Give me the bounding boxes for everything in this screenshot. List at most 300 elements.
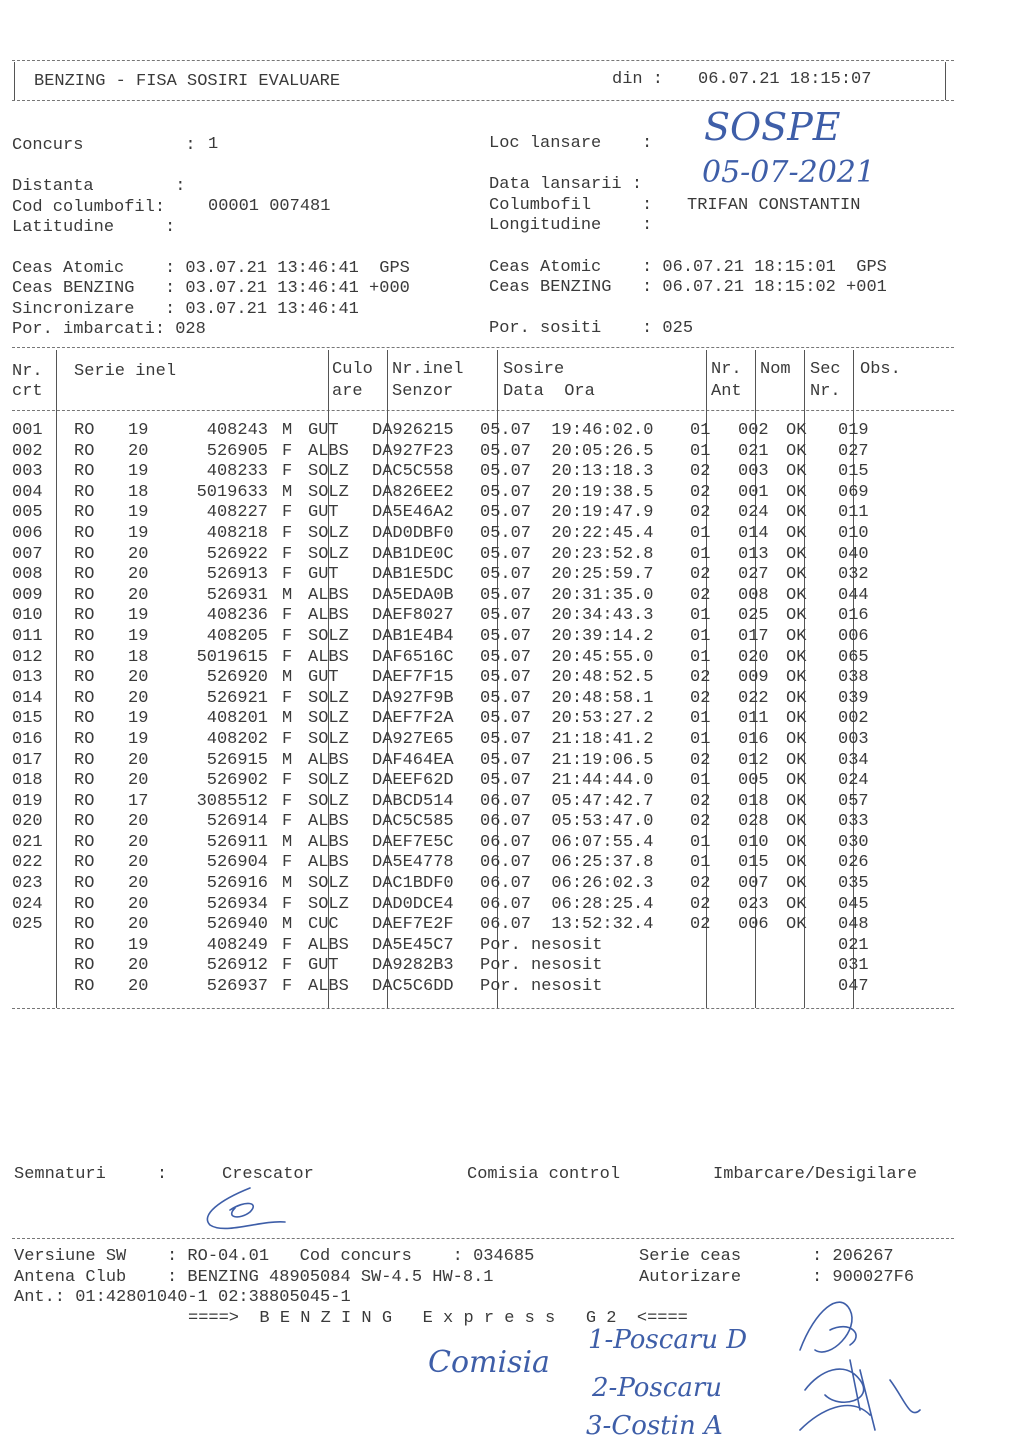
cell-crt: 004 xyxy=(12,482,43,502)
table-row xyxy=(12,915,898,936)
cell-obs: 032 xyxy=(838,565,869,585)
table-row xyxy=(12,545,898,566)
cell-antenna: 01 xyxy=(690,647,711,667)
cell-sex: F xyxy=(282,853,293,873)
cell-ring-number: 526902 xyxy=(206,771,268,791)
cell-sensor: DAEF7F15 xyxy=(372,668,454,688)
table-row xyxy=(12,812,898,833)
cell-color: CUC xyxy=(308,915,339,935)
cell-sensor: DABCD514 xyxy=(372,791,454,811)
footer-version-line: Versiune SW : RO-04.01 Cod concurs : 034685 xyxy=(14,1247,535,1266)
cell-year: 19 xyxy=(128,503,149,523)
cell-arrival: 06.07 05:53:47.0 xyxy=(480,812,654,832)
handwritten-name-1: 1-Poscaru D xyxy=(588,1325,748,1355)
header-senzor-2: Senzor xyxy=(392,382,454,401)
arrivals-table xyxy=(12,421,898,998)
cell-country: RO xyxy=(74,853,95,873)
clock-left-1: Ceas Atomic : 03.07.21 13:46:41 GPS xyxy=(12,259,410,278)
cell-color: SOLZ xyxy=(308,688,349,708)
cell-country: RO xyxy=(74,874,95,894)
table-row xyxy=(12,421,898,442)
cell-sec: OK xyxy=(786,668,807,688)
cell-country: RO xyxy=(74,626,95,646)
clock-right-2: Ceas BENZING : 06.07.21 18:15:02 +001 xyxy=(489,278,887,297)
header-ant-1: Nr. xyxy=(711,360,742,379)
table-row xyxy=(12,853,898,874)
cell-color: SOLZ xyxy=(308,729,349,749)
cell-antenna: 01 xyxy=(690,606,711,626)
cell-nom: 024 xyxy=(738,503,769,523)
cell-crt: 024 xyxy=(12,894,43,914)
cell-year: 19 xyxy=(128,421,149,440)
cell-obs: 010 xyxy=(838,523,869,543)
cell-country: RO xyxy=(74,565,95,585)
cell-obs: 035 xyxy=(838,874,869,894)
cell-antenna: 01 xyxy=(690,853,711,873)
table-row xyxy=(12,442,898,463)
table-row xyxy=(12,565,898,586)
cell-sex: F xyxy=(282,544,293,564)
cell-arrival: 05.07 20:48:58.1 xyxy=(480,688,654,708)
cell-nom: 016 xyxy=(738,729,769,749)
cell-arrival: 05.07 19:46:02.0 xyxy=(480,421,654,440)
handwritten-release-info xyxy=(680,100,940,200)
cell-sec: OK xyxy=(786,421,807,440)
cell-sensor: DAEEF62D xyxy=(372,771,454,791)
cell-ring-number: 5019633 xyxy=(196,482,268,502)
cell-antenna: 02 xyxy=(690,874,711,894)
cell-crt: 002 xyxy=(12,441,43,461)
cell-sensor: DA926215 xyxy=(372,421,454,440)
cell-country: RO xyxy=(74,832,95,852)
cell-crt: 022 xyxy=(12,853,43,873)
cell-sex: F xyxy=(282,606,293,626)
cell-obs: 057 xyxy=(838,791,869,811)
table-row xyxy=(12,977,898,998)
cell-sensor: DA927F9B xyxy=(372,688,454,708)
cell-sensor: DAD0DBF0 xyxy=(372,523,454,543)
concurs-value: 1 xyxy=(208,135,219,154)
cell-antenna: 01 xyxy=(690,441,711,461)
cell-sex: F xyxy=(282,441,293,461)
cell-nom: 006 xyxy=(738,915,769,935)
cod-columbofil-label: Cod columbofil: xyxy=(12,198,166,217)
cell-arrival: 05.07 20:48:52.5 xyxy=(480,668,654,688)
distanta-label: Distanta : xyxy=(12,177,186,196)
cell-sex: M xyxy=(282,750,293,770)
cell-sex: M xyxy=(282,668,293,688)
cell-ring-number: 408243 xyxy=(206,421,268,440)
cell-color: SOLZ xyxy=(308,626,349,646)
cell-country: RO xyxy=(74,977,95,997)
cell-nom: 020 xyxy=(738,647,769,667)
cell-antenna xyxy=(690,936,738,957)
cell-sec: OK xyxy=(786,647,807,667)
cell-crt: 017 xyxy=(12,750,43,770)
cell-nom: 010 xyxy=(738,832,769,852)
cell-crt: 016 xyxy=(12,729,43,749)
cell-color: SOLZ xyxy=(308,771,349,791)
cell-sec: OK xyxy=(786,915,807,935)
cell-country: RO xyxy=(74,791,95,811)
cell-sensor: DA927E65 xyxy=(372,729,454,749)
cell-sec: OK xyxy=(786,606,807,626)
cell-sex: M xyxy=(282,832,293,852)
cell-year: 20 xyxy=(128,750,149,770)
cell-crt: 018 xyxy=(12,771,43,791)
cell-antenna: 02 xyxy=(690,503,711,523)
cell-crt: 008 xyxy=(12,565,43,585)
cell-color: GUT xyxy=(308,956,339,976)
cell-sec: OK xyxy=(786,853,807,873)
cell-obs: 024 xyxy=(838,771,869,791)
footer-antena-line: Antena Club : BENZING 48905084 SW-4.5 HW-8.1 xyxy=(14,1268,494,1287)
cell-nom: 027 xyxy=(738,565,769,585)
cell-ring-number: 526905 xyxy=(206,441,268,461)
cell-year: 19 xyxy=(128,523,149,543)
cell-year: 20 xyxy=(128,956,149,976)
cell-sensor: DA5EDA0B xyxy=(372,585,454,605)
cell-ring-number: 526916 xyxy=(206,874,268,894)
cell-country: RO xyxy=(74,688,95,708)
cell-antenna: 01 xyxy=(690,626,711,646)
cell-sex: F xyxy=(282,729,293,749)
cell-arrival: 05.07 20:34:43.3 xyxy=(480,606,654,626)
cell-obs: 069 xyxy=(838,482,869,502)
cell-obs: 039 xyxy=(838,688,869,708)
cell-nom: 017 xyxy=(738,626,769,646)
cell-antenna: 02 xyxy=(690,565,711,585)
cell-nom: 005 xyxy=(738,771,769,791)
cell-ring-number: 408218 xyxy=(206,523,268,543)
cell-arrival: 05.07 21:44:44.0 xyxy=(480,771,654,791)
cell-obs: 011 xyxy=(838,503,869,523)
cell-nom: 023 xyxy=(738,894,769,914)
table-row xyxy=(12,586,898,607)
clock-right-1: Ceas Atomic : 06.07.21 18:15:01 GPS xyxy=(489,258,887,277)
table-row xyxy=(12,524,898,545)
cell-year: 20 xyxy=(128,771,149,791)
cell-sex: M xyxy=(282,585,293,605)
cell-arrival: 05.07 20:39:14.2 xyxy=(480,626,654,646)
cell-crt: 011 xyxy=(12,626,43,646)
cell-sex: M xyxy=(282,482,293,502)
footer-brand-line: ====> B E N Z I N G E x p r e s s G 2 <==== xyxy=(188,1309,688,1328)
handwritten-name-2: 2-Poscaru xyxy=(592,1373,722,1403)
cell-sec: OK xyxy=(786,750,807,770)
table-row xyxy=(12,689,898,710)
serie-ceas-label: Serie ceas xyxy=(639,1247,742,1266)
cell-country: RO xyxy=(74,935,95,955)
cell-color: GUT xyxy=(308,565,339,585)
cell-arrival: 06.07 06:26:02.3 xyxy=(480,874,654,894)
cell-country: RO xyxy=(74,812,95,832)
cell-nom: 007 xyxy=(738,874,769,894)
cell-sex: F xyxy=(282,503,293,523)
cell-sex: F xyxy=(282,688,293,708)
cell-color: ALBS xyxy=(308,647,349,667)
table-row xyxy=(12,483,898,504)
crescator-label: Crescator xyxy=(222,1165,314,1184)
cell-nom: 009 xyxy=(738,668,769,688)
cell-color: ALBS xyxy=(308,750,349,770)
cell-year: 19 xyxy=(128,729,149,749)
cell-crt: 025 xyxy=(12,915,43,935)
cell-obs: 002 xyxy=(838,709,869,729)
table-row xyxy=(12,668,898,689)
cell-year: 20 xyxy=(128,668,149,688)
cell-arrival: 05.07 20:25:59.7 xyxy=(480,565,654,585)
cell-ring-number: 5019615 xyxy=(196,647,268,667)
cell-arrival: Por. nesosit xyxy=(480,956,603,976)
cell-sensor: DA5E4778 xyxy=(372,853,454,873)
cell-country: RO xyxy=(74,956,95,976)
cell-country: RO xyxy=(74,668,95,688)
cell-year: 20 xyxy=(128,585,149,605)
cell-country: RO xyxy=(74,523,95,543)
cell-color: ALBS xyxy=(308,441,349,461)
cod-columbofil-value: 00001 007481 xyxy=(208,197,331,216)
cell-arrival: 05.07 20:19:47.9 xyxy=(480,503,654,523)
cell-antenna: 02 xyxy=(690,915,711,935)
cell-color: ALBS xyxy=(308,606,349,626)
cell-crt xyxy=(12,936,74,957)
cell-sensor: DAEF7F2A xyxy=(372,709,454,729)
cell-crt: 007 xyxy=(12,544,43,564)
cell-obs: 006 xyxy=(838,626,869,646)
header-sosire-2: Data Ora xyxy=(503,382,595,401)
cell-year: 19 xyxy=(128,606,149,626)
cell-sex: F xyxy=(282,462,293,482)
cell-country: RO xyxy=(74,709,95,729)
cell-year: 18 xyxy=(128,482,149,502)
cell-sex: M xyxy=(282,915,293,935)
cell-obs: 038 xyxy=(838,668,869,688)
cell-antenna: 01 xyxy=(690,421,711,440)
header-senzor-1: Nr.inel xyxy=(392,360,464,379)
header-obs: Obs. xyxy=(860,360,901,379)
cell-country: RO xyxy=(74,482,95,502)
cell-sec: OK xyxy=(786,812,807,832)
cell-arrival: 05.07 21:18:41.2 xyxy=(480,729,654,749)
cell-obs: 044 xyxy=(838,585,869,605)
header-nr-1: Nr. xyxy=(12,362,43,381)
cell-obs: 030 xyxy=(838,832,869,852)
cell-obs: 027 xyxy=(838,441,869,461)
date-label: din : xyxy=(612,70,664,89)
cell-crt: 005 xyxy=(12,503,43,523)
cell-sec: OK xyxy=(786,503,807,523)
header-nom: Nom xyxy=(760,360,791,379)
handwritten-date: 05-07-2021 xyxy=(702,155,875,190)
cell-antenna xyxy=(690,977,738,998)
autorizare-label: Autorizare xyxy=(639,1268,742,1287)
cell-sex: F xyxy=(282,935,293,955)
cell-crt xyxy=(12,956,74,977)
cell-sex: M xyxy=(282,421,293,440)
cell-year: 20 xyxy=(128,832,149,852)
cell-sec: OK xyxy=(786,894,807,914)
cell-sec: OK xyxy=(786,482,807,502)
cell-nom: 015 xyxy=(738,853,769,873)
cell-sec xyxy=(786,977,838,998)
cell-sex: F xyxy=(282,771,293,791)
cell-sec: OK xyxy=(786,626,807,646)
cell-ring-number: 408233 xyxy=(206,462,268,482)
cell-obs: 048 xyxy=(838,915,869,935)
cell-antenna: 02 xyxy=(690,462,711,482)
signature-mark-2 xyxy=(805,1360,864,1410)
cell-obs: 040 xyxy=(838,544,869,564)
cell-sensor: DAC5C558 xyxy=(372,462,454,482)
table-row xyxy=(12,792,898,813)
signature-mark-1 xyxy=(800,1302,856,1352)
cell-ring-number: 526904 xyxy=(206,853,268,873)
cell-sex: F xyxy=(282,894,293,914)
cell-color: SOLZ xyxy=(308,482,349,502)
cell-arrival: 06.07 05:47:42.7 xyxy=(480,791,654,811)
cell-crt: 021 xyxy=(12,832,43,852)
cell-sensor: DAB1E5DC xyxy=(372,565,454,585)
cell-sensor: DAEF8027 xyxy=(372,606,454,626)
header-culoare-1: Culo xyxy=(332,360,373,379)
cell-crt: 001 xyxy=(12,421,43,440)
table-row xyxy=(12,462,898,483)
table-row xyxy=(12,730,898,751)
table-row xyxy=(12,833,898,854)
table-row xyxy=(12,648,898,669)
clock-left-2: Ceas BENZING : 03.07.21 13:46:41 +000 xyxy=(12,279,410,298)
header-serie-inel: Serie inel xyxy=(74,362,177,381)
cell-nom: 021 xyxy=(738,441,769,461)
cell-sex: F xyxy=(282,977,293,997)
cell-sex: F xyxy=(282,565,293,585)
cell-ring-number: 526922 xyxy=(206,544,268,564)
cell-sec: OK xyxy=(786,771,807,791)
latitudine-label: Latitudine : xyxy=(12,218,176,237)
cell-sec: OK xyxy=(786,585,807,605)
cell-year: 18 xyxy=(128,647,149,667)
cell-color: SOLZ xyxy=(308,523,349,543)
cell-obs: 047 xyxy=(838,977,869,997)
cell-year: 20 xyxy=(128,853,149,873)
cell-year: 20 xyxy=(128,688,149,708)
cell-year: 20 xyxy=(128,894,149,914)
cell-country: RO xyxy=(74,647,95,667)
cell-color: ALBS xyxy=(308,935,349,955)
table-row xyxy=(12,503,898,524)
cell-antenna: 02 xyxy=(690,894,711,914)
cell-ring-number: 526915 xyxy=(206,750,268,770)
cell-antenna: 02 xyxy=(690,668,711,688)
data-lansarii-label: Data lansarii : xyxy=(489,175,643,194)
cell-sensor: DAEF7E5C xyxy=(372,832,454,852)
cell-sec: OK xyxy=(786,791,807,811)
cell-sensor: DAF464EA xyxy=(372,750,454,770)
cell-arrival: 05.07 21:19:06.5 xyxy=(480,750,654,770)
cell-sensor: DAC5C585 xyxy=(372,812,454,832)
cell-arrival: 05.07 20:31:35.0 xyxy=(480,585,654,605)
longitudine-label: Longitudine : xyxy=(489,216,653,235)
cell-ring-number: 408201 xyxy=(206,709,268,729)
clock-left-4: Por. imbarcati: 028 xyxy=(12,320,206,339)
cell-obs: 045 xyxy=(838,894,869,914)
header-nr-2: crt xyxy=(12,382,43,401)
cell-crt: 019 xyxy=(12,791,43,811)
cell-obs: 016 xyxy=(838,606,869,626)
cell-nom: 018 xyxy=(738,791,769,811)
cell-obs: 033 xyxy=(838,812,869,832)
footer-ant-line: Ant.: 01:42801040-1 02:38805045-1 xyxy=(14,1288,351,1307)
cell-country: RO xyxy=(74,915,95,935)
cell-ring-number: 408249 xyxy=(206,935,268,955)
cell-ring-number: 526937 xyxy=(206,977,268,997)
cell-nom: 025 xyxy=(738,606,769,626)
cell-obs: 065 xyxy=(838,647,869,667)
cell-obs: 003 xyxy=(838,729,869,749)
cell-ring-number: 3085512 xyxy=(196,791,268,811)
cell-antenna: 02 xyxy=(690,688,711,708)
cell-color: SOLZ xyxy=(308,791,349,811)
cell-country: RO xyxy=(74,585,95,605)
cell-sensor: DAB1E4B4 xyxy=(372,626,454,646)
table-row xyxy=(12,895,898,916)
cell-arrival: Por. nesosit xyxy=(480,935,603,955)
cell-crt: 006 xyxy=(12,523,43,543)
cell-ring-number: 526914 xyxy=(206,812,268,832)
cell-antenna: 01 xyxy=(690,729,711,749)
cell-crt: 009 xyxy=(12,585,43,605)
cell-arrival: 05.07 20:23:52.8 xyxy=(480,544,654,564)
cell-year: 20 xyxy=(128,544,149,564)
cell-sensor: DAB1DE0C xyxy=(372,544,454,564)
header-sec-2: Nr. xyxy=(810,382,841,401)
table-row xyxy=(12,956,898,977)
cell-sensor: DAC5C6DD xyxy=(372,977,454,997)
columbofil-label: Columbofil : xyxy=(489,196,653,215)
cell-crt: 010 xyxy=(12,606,43,626)
cell-antenna: 02 xyxy=(690,585,711,605)
clock-right-4: Por. sositi : 025 xyxy=(489,319,694,338)
cell-nom xyxy=(738,977,786,998)
cell-year: 20 xyxy=(128,441,149,461)
cell-ring-number: 526931 xyxy=(206,585,268,605)
cell-nom: 002 xyxy=(738,421,769,440)
cell-sensor: DA826EE2 xyxy=(372,482,454,502)
cell-country: RO xyxy=(74,462,95,482)
cell-sec: OK xyxy=(786,874,807,894)
cell-sensor: DA9282B3 xyxy=(372,956,454,976)
cell-sensor: DAC1BDF0 xyxy=(372,874,454,894)
cell-ring-number: 526940 xyxy=(206,915,268,935)
cell-nom: 012 xyxy=(738,750,769,770)
cell-country: RO xyxy=(74,729,95,749)
cell-year: 20 xyxy=(128,874,149,894)
commission-signatures xyxy=(420,1290,980,1440)
cell-ring-number: 526913 xyxy=(206,565,268,585)
cell-year: 19 xyxy=(128,462,149,482)
cell-sec: OK xyxy=(786,462,807,482)
cell-ring-number: 526911 xyxy=(206,832,268,852)
table-row xyxy=(12,709,898,730)
cell-sec xyxy=(786,936,838,957)
cell-year: 19 xyxy=(128,626,149,646)
cell-antenna: 01 xyxy=(690,544,711,564)
cell-crt: 015 xyxy=(12,709,43,729)
cell-antenna: 01 xyxy=(690,771,711,791)
table-row xyxy=(12,936,898,957)
cell-crt: 012 xyxy=(12,647,43,667)
